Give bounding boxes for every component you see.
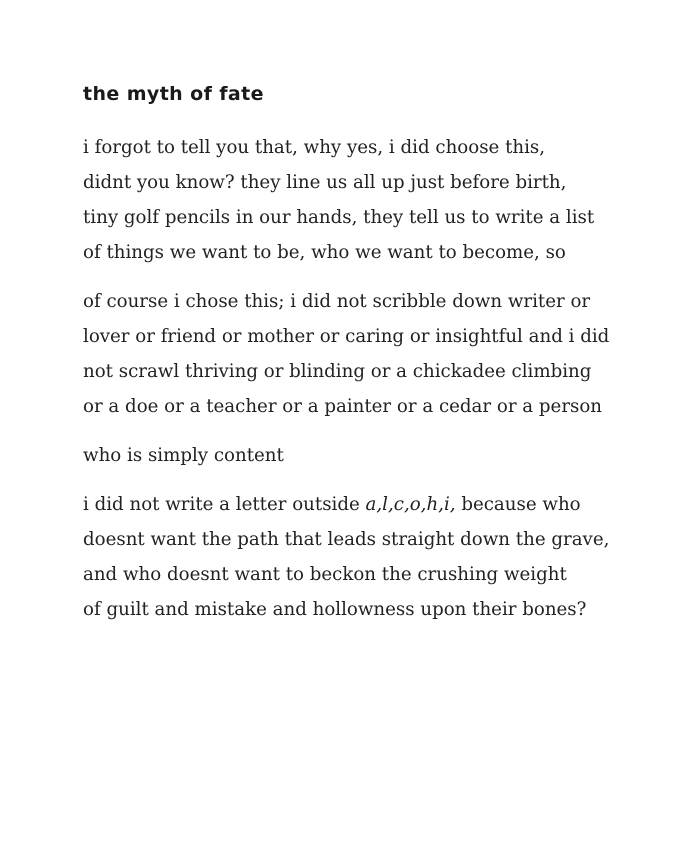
italic-letters: a,l,c,o,h,i, [365, 494, 456, 515]
poem-line-mixed [83, 487, 683, 522]
poem-line: didnt you know? they line us all up just before birth, [83, 172, 567, 193]
poem-line: not scrawl thriving or blinding or a chickadee climbing [83, 361, 592, 382]
line-text-after: because who [455, 494, 581, 515]
poem-line: who is simply content [83, 445, 284, 466]
poem-line: of guilt and mistake and hollowness upon their bones? [83, 599, 587, 620]
poem-line: lover or friend or mother or caring or insightful and i did [83, 326, 610, 347]
poem-line: doesnt want the path that leads straight down the grave, [83, 529, 610, 550]
stanza-1 [83, 130, 683, 270]
poem-line: of things we want to be, who we want to become, so [83, 242, 566, 263]
poem-title: the myth of fate [83, 83, 264, 105]
line-text-before: i did not write a letter outside [83, 494, 366, 515]
poem-line: and who doesnt want to beckon the crushing weight [83, 564, 567, 585]
poem [83, 80, 683, 641]
stanza-3 [83, 438, 683, 473]
poem-line: or a doe or a teacher or a painter or a cedar or a person [83, 396, 603, 417]
poem-line: tiny golf pencils in our hands, they tell us to write a list [83, 207, 595, 228]
poem-line: i forgot to tell you that, why yes, i did choose this, [83, 137, 546, 158]
stanza-2 [83, 284, 683, 424]
poem-line: of course i chose this; i did not scribble down writer or [83, 291, 591, 312]
stanza-4 [83, 487, 683, 627]
